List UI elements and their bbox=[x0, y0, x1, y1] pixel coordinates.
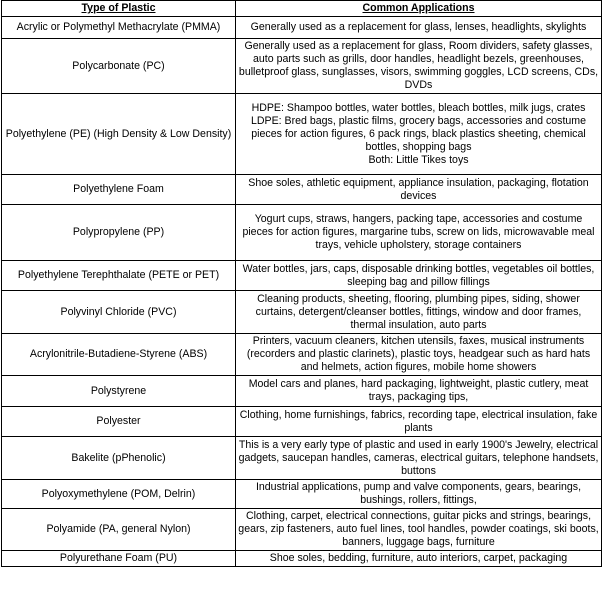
plastics-table bbox=[1, 0, 602, 567]
table-row bbox=[2, 291, 602, 334]
plastic-type-cell: Polyurethane Foam (PU) bbox=[2, 551, 236, 567]
table-row bbox=[2, 480, 602, 509]
table-row bbox=[2, 437, 602, 480]
application-line: Industrial applications, pump and valve components, gears, bearings, bushings, rollers, fittings, bbox=[255, 481, 582, 506]
table-row bbox=[2, 376, 602, 407]
table-row bbox=[2, 334, 602, 376]
applications-cell bbox=[236, 480, 602, 509]
table-row bbox=[2, 407, 602, 437]
application-line: Yogurt cups, straws, hangers, packing tape, accessories and costume pieces for action figures, margarine tubs, screw on lids, microwavable meal trays, vehicle upholstery, storage containers bbox=[242, 213, 595, 251]
table-row bbox=[2, 17, 602, 39]
application-line: Shoe soles, bedding, furniture, auto interiors, carpet, packaging bbox=[269, 552, 568, 564]
plastic-type-cell: Polyoxymethylene (POM, Delrin) bbox=[2, 480, 236, 509]
plastic-type-cell: Acrylic or Polymethyl Methacrylate (PMMA) bbox=[2, 17, 236, 39]
applications-cell bbox=[236, 39, 602, 94]
plastic-type-cell: Bakelite (pPhenolic) bbox=[2, 437, 236, 480]
applications-cell bbox=[236, 334, 602, 376]
table-row bbox=[2, 509, 602, 551]
applications-cell bbox=[236, 261, 602, 291]
application-line: Generally used as a replacement for glass, lenses, headlights, skylights bbox=[250, 21, 587, 33]
plastic-type-cell: Polyvinyl Chloride (PVC) bbox=[2, 291, 236, 334]
plastic-type-cell: Polyester bbox=[2, 407, 236, 437]
header-type-of-plastic: Type of Plastic bbox=[2, 1, 236, 17]
applications-cell bbox=[236, 407, 602, 437]
table-row bbox=[2, 175, 602, 205]
table-row bbox=[2, 261, 602, 291]
application-line: HDPE: Shampoo bottles, water bottles, bleach bottles, milk jugs, crates bbox=[251, 101, 586, 114]
application-line: Model cars and planes, hard packaging, lightweight, plastic cutlery, meat trays, packaging tips, bbox=[248, 378, 589, 403]
header-common-applications: Common Applications bbox=[236, 1, 602, 17]
applications-cell bbox=[236, 509, 602, 551]
application-line: Clothing, home furnishings, fabrics, recording tape, electrical insulation, fake plants bbox=[239, 408, 598, 434]
table-row bbox=[2, 205, 602, 261]
plastic-type-cell: Polypropylene (PP) bbox=[2, 205, 236, 261]
plastic-type-cell: Polyethylene Terephthalate (PETE or PET) bbox=[2, 261, 236, 291]
table-row bbox=[2, 39, 602, 94]
applications-cell bbox=[236, 437, 602, 480]
applications-cell bbox=[236, 205, 602, 261]
application-line: This is a very early type of plastic and used in early 1900's Jewelry, electrical gadgets, saucepan handles, cameras, electrical guitars, telephone handsets, buttons bbox=[238, 438, 599, 477]
applications-cell bbox=[236, 291, 602, 334]
applications-cell bbox=[236, 551, 602, 567]
plastic-type-cell: Polyethylene Foam bbox=[2, 175, 236, 205]
application-line: Clothing, carpet, electrical connections, guitar picks and strings, bearings, gears, zip fasteners, auto fuel lines, tool handles, powder coatings, ski boots, banners, luggage bags, furniture bbox=[238, 510, 599, 548]
table-row bbox=[2, 551, 602, 567]
applications-cell bbox=[236, 94, 602, 175]
table-row bbox=[2, 94, 602, 175]
header-row bbox=[2, 1, 602, 17]
plastic-type-cell: Polyamide (PA, general Nylon) bbox=[2, 509, 236, 551]
applications-cell bbox=[236, 175, 602, 205]
applications-cell bbox=[236, 376, 602, 407]
plastic-type-cell: Polyethylene (PE) (High Density & Low Density) bbox=[2, 94, 236, 175]
application-line: Both: Little Tikes toys bbox=[368, 153, 469, 166]
application-line: Shoe soles, athletic equipment, appliance insulation, packaging, flotation devices bbox=[248, 176, 589, 202]
plastic-type-cell: Acrylonitrile-Butadiene-Styrene (ABS) bbox=[2, 334, 236, 376]
applications-cell bbox=[236, 17, 602, 39]
application-line: Water bottles, jars, caps, disposable drinking bottles, vegetables oil bottles, sleeping bag and pillow fillings bbox=[242, 262, 595, 288]
application-line: LDPE: Bred bags, plastic films, grocery bags, accessories and costume pieces for action figures, 6 pack rings, black plastics sheeting, chemical bottles, shopping bags bbox=[250, 114, 587, 153]
application-line: Printers, vacuum cleaners, kitchen utensils, faxes, musical instruments (recorders and plastic clarinets), plastic toys, headgear such as hard hats and helmets, action figures, mobile home showers bbox=[246, 335, 591, 373]
plastic-type-cell: Polycarbonate (PC) bbox=[2, 39, 236, 94]
application-line: Cleaning products, sheeting, flooring, plumbing pipes, siding, shower curtains, detergent/cleanser bottles, fittings, window and door frames, thermal insulation, auto parts bbox=[255, 292, 582, 331]
plastic-type-cell: Polystyrene bbox=[2, 376, 236, 407]
application-line: Generally used as a replacement for glass, Room dividers, safety glasses, auto parts such as grills, door handles, headlight bezels, greenhouses, bulletproof glass, sunglasses, visors, swimming goggles, LCD screens, CDs, DVDs bbox=[238, 40, 599, 91]
table-body bbox=[2, 17, 602, 567]
